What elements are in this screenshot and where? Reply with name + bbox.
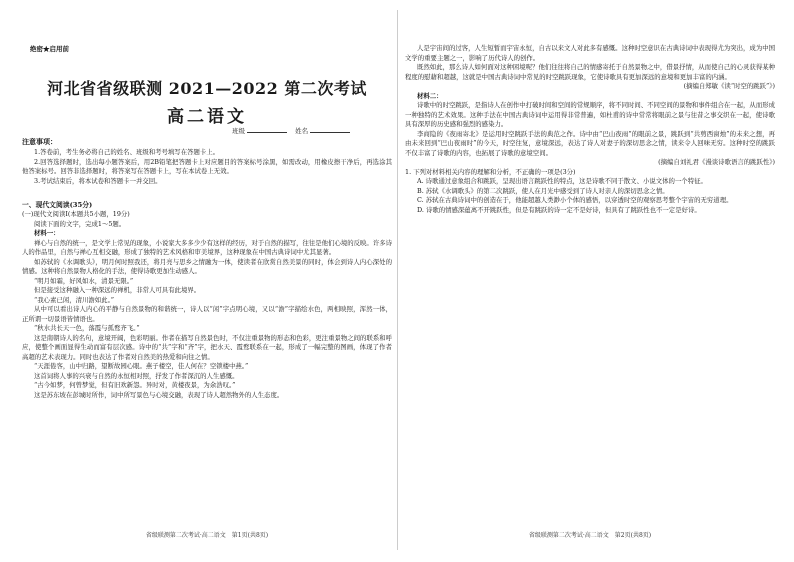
section-1 [22,200,392,400]
right-content [405,44,775,215]
quote: “天涯倦客，山中归路，望断故园心眼。燕子楼空，佳人何在？空锁楼中燕。” [34,362,249,370]
paragraph: 诗歌中的时空跳跃，是指诗人在创作中打破时间和空间的常规顺序，将不同时间、不同空间的景物和事件组合在一起，从而形成一种独特的艺术效果。这种手法在中国古典诗词中运用得非常普遍，如杜甫的诗中常常将眼前之景与往昔之事交织在一起，使诗歌具有深厚的历史感和强烈的感染力。 [405,101,775,128]
name-label: 姓名 [295,127,309,135]
secret-label: 绝密★启用前 [30,45,69,53]
source-note: (摘编自刘礼君《漫谈诗歌语言的跳跃性》) [658,158,775,166]
right-column [405,0,775,562]
paragraph: 这是苏东坡在彭城时所作，词中所写景色与心境交融，表现了诗人超然物外的人生态度。 [34,390,284,399]
column-divider [397,10,398,550]
page-footer-right: 省级联测第二次考试·高二语文 第2页(共8页) [528,532,652,539]
name-blank [310,126,350,133]
quote: “我心素已闲，清川澹如此。” [34,295,115,304]
question-option: D. 诗歌的情感深蕴离不开跳跃性，但是有跳跃的诗一定不是好诗，但具有了跳跃性也不一定是好诗。 [417,205,701,214]
question-option: C. 苏轼在古典诗词中的创造在于，他能超越人类渺小个体的感悟，以穿透时空的观察思考整个宇宙的无穷道理。 [417,196,733,204]
paragraph: 李商隐的《夜雨寄北》是运用时空跳跃手法的典范之作。诗中由“巴山夜雨”的眼前之景，跳跃到“共剪西窗烛”的未来之想，再由未来回到“巴山夜雨时”的今天，时空往复，意境深远，表达了诗人对妻子的深切思念之情，读来令人回味无穷。这种时空的跳跃不仅丰富了诗歌的内容，也拓展了诗歌的意境空间。 [405,129,775,157]
paragraph: 这是南朝诗人的名句，意境开阔，色彩明丽。作者在描写自然景色时，不仅注重景物的形态和色彩，更注重景物之间的联系和呼应，使整个画面显得生动而富有层次感。诗中的“共”字和“齐”字，把水天、霞鹜联系在一起，形成了一幅完整的图画，体现了作者高超的艺术表现力。同时也表达了作者对自然美的热爱和向往之情。 [22,333,392,361]
quote: “秋水共长天一色，落霞与孤鹜齐飞。” [34,324,140,332]
notice-item: 2.回答选择题时，选出每小题答案后，用2B铅笔把答题卡上对应题目的答案标号涂黑，如需改动，用橡皮擦干净后，再选涂其他答案标号。回答非选择题时，将答案写在答题卡上，写在本试卷上无效。 [22,157,392,175]
paragraph: 既然如此，那么诗人如何面对这种困境呢？他们往往将自己的情感寄托于自然景物之中，借景抒情，从而使自己的心灵获得某种程度的慰藉和超越，这就是中国古典诗词中常见的时空跳跃现象，它使诗歌具有更加深远的意境和更加丰富的内涵。 [405,63,775,81]
notice-list [22,148,392,186]
notice-item: 3.考试结束后，将本试卷和答题卡一并交回。 [34,176,162,185]
paragraph: 这首词将人事的兴衰与自然的永恒相对照，抒发了作者深沉的人生感慨。 [34,371,239,380]
paragraph: 从中可以看出诗人内心的平静与自然景物的和谐统一，诗人以“闲”字点明心境，又以“澹”字描绘水色，两相映照，浑然一体，正所谓一切景语皆情语也。 [22,305,392,323]
paragraph: 人是宇宙间的过客，人生短暂而宇宙永恒，自古以来文人对此多有感慨。这种时空意识在古典诗词中表现得尤为突出，成为中国文学的重要主题之一，影响了历代诗人的创作。 [405,44,775,62]
exam-title: 河北省省级联测 2021—2022 第二次考试 [47,79,367,98]
paragraph: 禅心与自然的统一，是文学上常见的现象，小说家大多多少少有这样的经历，对于自然的描写，往往是他们心境的反映。许多诗人的作品里，自然与禅心互相交融，形成了独特的艺术风格和审美境界，这种现象在中国古典诗词中尤其显著。 [22,238,392,256]
class-label: 班级 [232,127,245,135]
student-fields [232,126,356,135]
notice-item: 1.答卷前，考生务必将自己的姓名、班级和考号填写在答题卡上。 [34,148,220,156]
paragraph: 但是接受这种融入一种深远的禅机，非常人可具有此境界。 [34,286,201,294]
page-footer-left: 省级联测第二次考试·高二语文 第1页(共8页) [145,532,269,539]
left-column [22,0,392,562]
instruction: 阅读下面的文字，完成1～5题。 [34,219,126,228]
source-note: (摘编自郑敏《读“时空的跳跃”》) [683,82,775,90]
paragraph: 如苏轼的《水调歌头》，明月何时照我还，将月亮与思乡之情融为一体，使读者在欣赏自然美景的同时，体会到诗人内心深处的情感。这种将自然景物人格化的手法，使得诗歌更加生动感人。 [22,257,392,275]
question-stem: 1. 下列对材料相关内容的理解和分析，不正确的一项是(3分) [405,167,576,176]
material-2-label: 材料二： [417,91,443,100]
quote: “古今如梦，何曾梦觉，但有旧欢新怨。异时对，黄楼夜景，为余浩叹。” [34,381,236,389]
material-1-label: 材料一： [34,229,60,237]
notice-heading: 注意事项： [22,137,57,146]
section-heading: 一、现代文阅读(35分) [22,201,93,209]
question-option: A. 诗歌通过意象组合和跳跃，呈现出语言跳跃性的特点，这是诗歌不同于散文、小说文体的一个特征。 [417,177,707,185]
class-blank [247,126,287,133]
subject-title: 高二语文 [167,107,247,127]
question-option: B. 苏轼《水调歌头》的第二次跳跃，使人在月光中感受到了诗人对亲人的深切思念之情。 [417,186,669,195]
quote: “明月如霜，好风如水，清景无限。” [34,276,134,285]
subsection-heading: (一)现代文阅读Ⅰ(本题共5小题，19分) [22,210,130,218]
